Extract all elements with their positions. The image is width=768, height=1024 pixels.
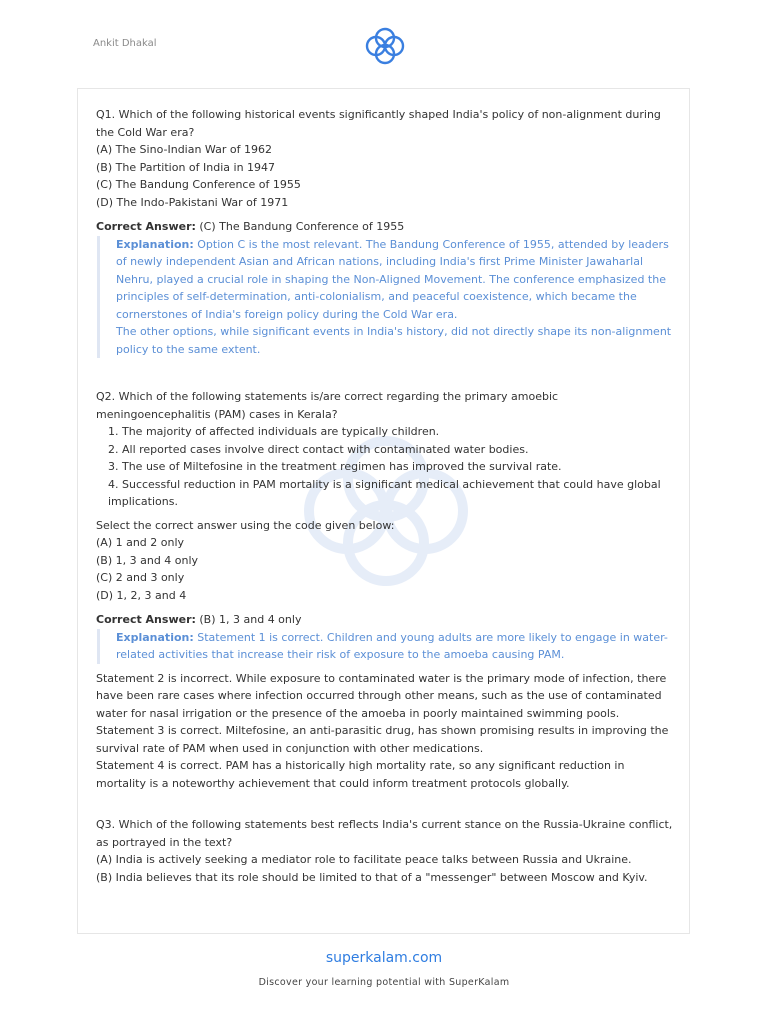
q1-answer <box>96 218 676 236</box>
q2-question: Q2. Which of the following statements is/are correct regarding the primary amoebic meningoencephalitis (PAM) cases in Kerala? <box>96 390 559 421</box>
content <box>96 106 676 893</box>
footer-link[interactable]: superkalam.com <box>325 950 443 966</box>
q1-option-a: (A) The Sino-Indian War of 1962 <box>96 143 272 156</box>
q3-question: Q3. Which of the following statements best reflects India's current stance on the Russia-Ukraine conflict, as portrayed in the text? <box>96 818 673 849</box>
question-card <box>77 88 690 934</box>
q2-statement-1: 1. The majority of affected individuals are typically children. <box>108 425 440 438</box>
q1-options <box>96 141 676 211</box>
q2-option-b: (B) 1, 3 and 4 only <box>96 553 199 567</box>
q1-explanation-text-2: The other options, while significant events in India's history, did not directly shape its non-alignment policy to the same extent. <box>116 325 672 356</box>
q2-paragraph-1: Statement 2 is incorrect. While exposure to contaminated water is the primary mode of infection, there have been rare cases where infection occurred through other means, such as the use of contaminated water for nasal irrigation or the presence of the amoeba in poorly maintained swimming pools. <box>96 671 667 720</box>
q2-explanation-label: Explanation: <box>116 630 194 644</box>
q2-statement-4: 4. Successful reduction in PAM mortality is a significant medical achievement that could have global implications. <box>108 477 661 508</box>
q1-answer-value: (C) The Bandung Conference of 1955 <box>195 220 405 233</box>
q2-option-a: (A) 1 and 2 only <box>96 536 185 549</box>
q1-question: Q1. Which of the following historical events significantly shaped India's policy of non-alignment during the Cold War era? <box>96 108 661 139</box>
q2-statement-2: 2. All reported cases involve direct contact with contaminated water bodies. <box>108 442 529 456</box>
q2-option-d: (D) 1, 2, 3 and 4 <box>96 588 187 602</box>
q3-option-b: (B) India believes that its role should be limited to that of a "messenger" between Moscow and Kyiv. <box>96 870 648 884</box>
flower-logo-icon <box>362 26 408 66</box>
q2-explanation <box>97 629 676 664</box>
footer-tagline: Discover your learning potential with SuperKalam <box>258 977 510 988</box>
q2-statements <box>96 423 676 511</box>
q2-paragraph-2: Statement 3 is correct. Miltefosine, an anti-parasitic drug, has shown promising results in improving the survival rate of PAM when used in conjunction with other medications. <box>96 724 669 755</box>
q2-explanation-text: Statement 1 is correct. Children and young adults are more likely to engage in water-related activities that increase their risk of exposure to the amoeba causing PAM. <box>116 630 668 661</box>
q2-option-c: (C) 2 and 3 only <box>96 571 185 584</box>
q3-options <box>96 851 676 886</box>
q2-paragraph-3: Statement 4 is correct. PAM has a historically high mortality rate, so any significant reduction in mortality is a noteworthy achievement that could inform treatment protocols globally. <box>96 759 625 790</box>
q2-instruction: Select the correct answer using the code given below: <box>96 518 395 532</box>
q2-answer-value: (B) 1, 3 and 4 only <box>195 613 302 626</box>
q1-option-b: (B) The Partition of India in 1947 <box>96 160 276 174</box>
q2-options <box>96 534 676 604</box>
q1-explanation-text: Option C is the most relevant. The Bandung Conference of 1955, attended by leaders of newly independent Asian and African nations, including India's first Prime Minister Jawaharlal Nehru, played a crucial role in shaping the Non-Aligned Movement. The conference emphasized the principles of self-determination, anti-colonialism, and peaceful coexistence, which became the cornerstones of India's foreign policy during the Cold War era. <box>116 237 669 321</box>
q1-explanation-label: Explanation: <box>116 237 194 251</box>
q2-answer-label: Correct Answer: <box>96 613 196 626</box>
q3-option-a: (A) India is actively seeking a mediator role to facilitate peace talks between Russia and Ukraine. <box>96 853 632 866</box>
q1-answer-label: Correct Answer: <box>96 220 196 233</box>
q1-option-d: (D) The Indo-Pakistani War of 1971 <box>96 195 289 209</box>
q2-answer <box>96 611 676 629</box>
q1-explanation <box>97 236 676 359</box>
q1-option-c: (C) The Bandung Conference of 1955 <box>96 178 301 191</box>
author-name: Ankit Dhakal <box>93 38 157 49</box>
q2-statement-3: 3. The use of Miltefosine in the treatment regimen has improved the survival rate. <box>108 460 562 473</box>
